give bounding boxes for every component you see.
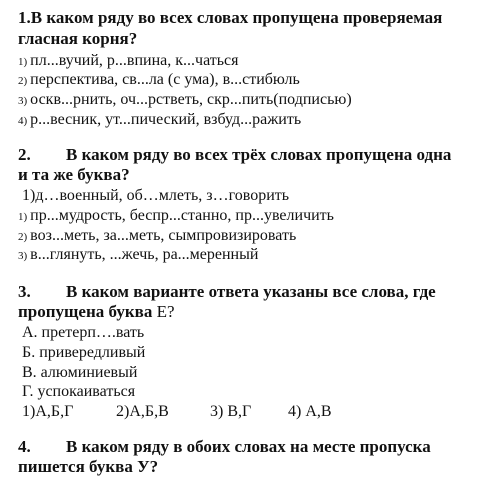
- option-text: в...глянуть, ...жечь, ра...меренный: [30, 246, 259, 263]
- q1-option-3: [18, 92, 352, 108]
- question-4-line-1: [18, 438, 431, 455]
- question-1-line-2: гласная корня?: [18, 29, 138, 48]
- question-3-number: 3.: [18, 282, 31, 301]
- option-number: 1): [18, 56, 28, 68]
- option-number: 4): [18, 115, 28, 127]
- question-1-line-1: 1.В каком ряду во всех словах пропущена проверяемая: [18, 8, 443, 27]
- option-text: перспектива, св...ла (с ума), в...стибюль: [30, 71, 300, 88]
- q2-option-4: [18, 247, 258, 263]
- q3-answer-row: [22, 404, 332, 420]
- q2-option-1: [22, 188, 289, 204]
- option-number: 3): [18, 95, 28, 107]
- option-text: д…военный, об…млеть, з…говорить: [35, 187, 290, 204]
- option-number: 3): [18, 250, 28, 262]
- question-3-text-normal: Е?: [152, 302, 175, 321]
- q1-option-2: [18, 72, 300, 88]
- option-number: 2): [18, 75, 28, 87]
- question-2-line-2: и та же буква?: [18, 165, 130, 184]
- option-text: пл...вучий, р...впина, к...чаться: [30, 52, 239, 69]
- question-3-text-bold: пропущена буква: [18, 302, 153, 321]
- question-4-number: 4.: [18, 437, 31, 456]
- q3-answer-4: 4) А,В: [288, 403, 332, 420]
- question-3-line-2: [18, 303, 175, 320]
- question-2-line-1: [18, 146, 451, 163]
- question-3-text: В каком варианте ответа указаны все слова, где: [66, 282, 436, 301]
- question-2-text: В каком ряду во всех трёх словах пропущена одна: [66, 145, 452, 164]
- q3-item-c: В. алюминиевый: [22, 364, 138, 381]
- option-text: оскв...рнить, оч...рстветь, скр...пить(подписью): [30, 91, 352, 108]
- option-text: воз...меть, за...меть, сымпровизировать: [30, 227, 297, 244]
- q1-option-4: [18, 112, 301, 128]
- question-4-text: В каком ряду в обоих словах на месте пропуска: [66, 437, 431, 456]
- q1-option-1: [18, 53, 239, 69]
- q2-option-2: [18, 208, 334, 224]
- q2-option-3: [18, 228, 296, 244]
- option-text: р...весник, ут...пический, взбуд...ражить: [30, 111, 302, 128]
- option-number: 2): [18, 231, 28, 243]
- option-number: 1): [18, 211, 28, 223]
- question-4-line-2: пишется буква У?: [18, 457, 159, 476]
- option-number: 1): [22, 187, 36, 204]
- q3-answer-2: 2)А,Б,В: [116, 403, 169, 420]
- q3-item-a: А. претерп….вать: [22, 324, 145, 341]
- q3-answer-3: 3) В,Г: [210, 403, 252, 420]
- option-text: пр...мудрость, беспр...станно, пр...увеличить: [30, 207, 334, 224]
- question-2-number: 2.: [18, 145, 31, 164]
- q3-answer-1: 1)А,Б,Г: [22, 403, 74, 420]
- q3-item-b: Б. привередливый: [22, 344, 146, 361]
- question-3-line-1: [18, 283, 436, 300]
- q3-item-d: Г. успокаиваться: [22, 383, 136, 400]
